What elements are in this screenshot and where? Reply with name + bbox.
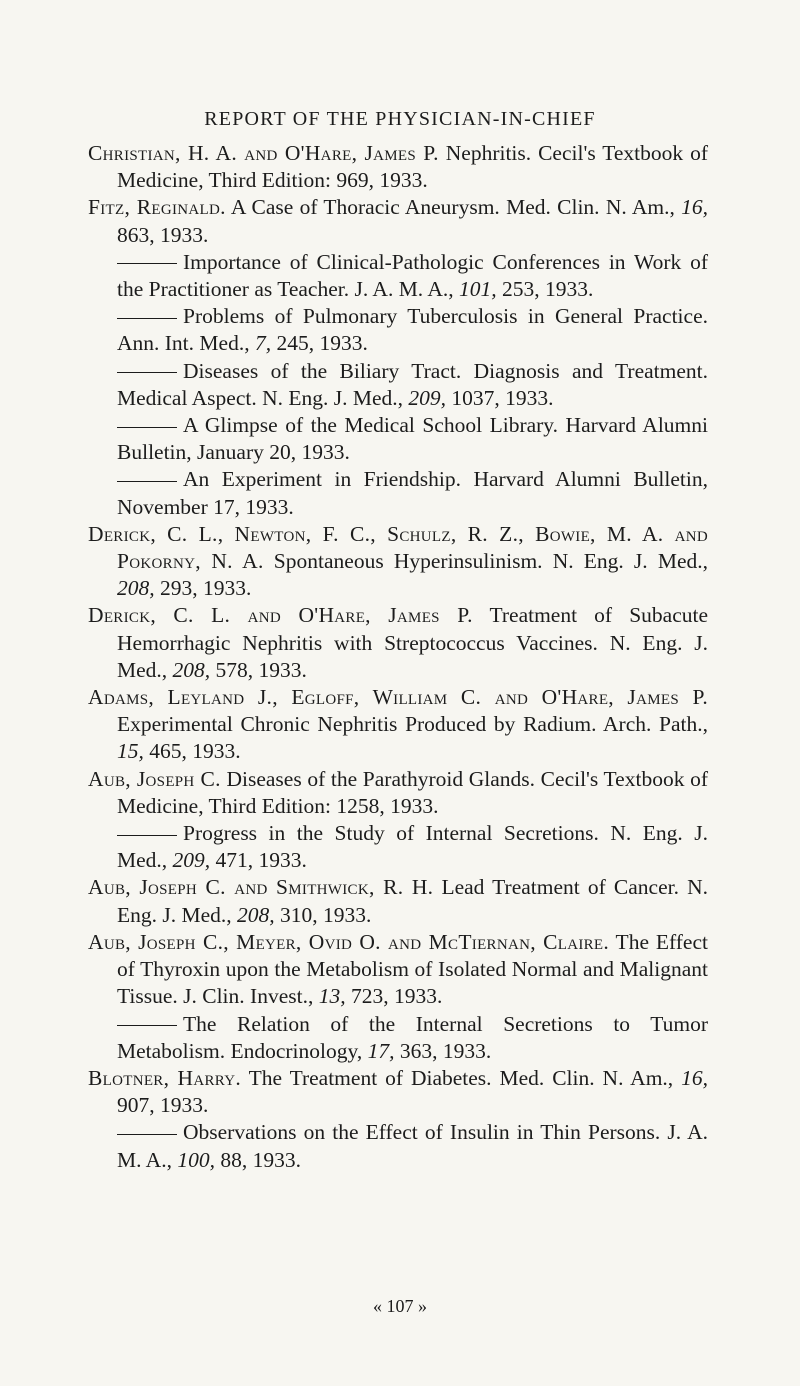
citation-entry [88,929,708,1011]
citation-author: Christian, H. A. and O'Hare, James P. [88,141,439,165]
citation-pages: 907, 1933. [117,1093,209,1118]
citation-pages: 578, 1933. [210,657,307,682]
citation-volume: 101, [459,277,497,302]
citation-volume: 208, [237,902,275,927]
citation-text: Observations on the Effect of Insulin in Thin Persons. J. A. M. A., [117,1120,708,1172]
citation-text: Lead Treatment of Cancer. N. Eng. J. Med., [117,875,708,927]
citation-entry [88,466,708,520]
citation-entry [88,1065,708,1119]
citation-author: Derick, C. L., Newton, F. C., Schulz, R. Z., Bowie, M. A. and Pokorny, N. A. [88,521,708,574]
citation-author: Adams, Leyland J., Egloff, William C. and O'Hare, James P. [88,685,708,710]
citation-entry [88,820,708,874]
citation-entry [88,521,708,603]
citation-text: An Experiment in Friendship. Harvard Alumni Bulletin, November 17, 1933. [117,467,708,519]
citation-entry [88,766,708,820]
citation-text: Treatment of Subacute Hemorrhagic Nephritis with Streptococcus Vaccines. N. Eng. J. Med., [117,603,708,682]
citation-volume: 209, [172,848,211,873]
citation-text: Problems of Pulmonary Tuberculosis in General Practice. Ann. Int. Med., [117,304,708,356]
ditto-dash [117,1134,177,1135]
ditto-dash [117,372,177,373]
citation-entry [88,1011,708,1065]
running-header: REPORT OF THE PHYSICIAN-IN-CHIEF [204,108,596,130]
citation-pages: 471, 1933. [210,848,307,873]
citation-text: Diseases of the Parathyroid Glands. Cecil's Textbook of Medicine, Third Edition: 1258, 1933. [117,766,708,818]
citation-pages: 245, 1933. [271,331,368,356]
citation-pages: 723, 1933. [345,984,443,1009]
citation-entry [88,602,708,684]
citation-pages: 253, 1933. [496,277,594,302]
citation-entry [88,1119,708,1173]
citation-volume: 100, [177,1147,215,1172]
ditto-dash [117,427,177,428]
ditto-dash [117,263,177,264]
citation-volume: 13, [318,984,346,1009]
citation-pages: 465, 1933. [143,739,241,764]
citation-text: Progress in the Study of Internal Secretions. N. Eng. J. Med., [117,821,708,873]
citation-author: Aub, Joseph C., Meyer, Ovid O. and McTiernan, Claire. [88,929,610,954]
citation-text: Spontaneous Hyperinsulinism. N. Eng. J. Med., [263,549,708,574]
citation-volume: 208, [117,576,155,601]
citation-volume: 15, [117,739,144,764]
citation-pages: 310, 1933. [274,902,372,927]
citation-entry [88,358,708,412]
citation-text: A Case of Thoracic Aneurysm. Med. Clin. N. Am., [225,195,682,220]
citation-entry [88,249,708,303]
citation-text: The Effect of Thyroxin upon the Metabolism of Isolated Normal and Malignant Tissue. J. Clin. Invest., [117,929,708,1009]
citation-pages: 88, 1933. [214,1147,301,1172]
page-number: « 107 » [373,1296,427,1316]
ditto-dash [117,1025,177,1026]
citation-pages: 1037, 1933. [446,385,554,410]
citation-author: Aub, Joseph C. and Smithwick, R. H. [88,875,434,900]
citation-volume: 16, [681,195,708,220]
citation-volume: 209, [408,385,447,410]
citation-pages: 293, 1933. [154,576,252,601]
citation-entry [88,684,708,766]
citation-author: Fitz, Reginald. [88,195,226,220]
citation-volume: 208, [172,657,211,682]
citation-text: Experimental Chronic Nephritis Produced by Radium. Arch. Path., [117,712,708,737]
citation-entry [88,140,708,194]
citation-text: The Relation of the Internal Secretions to Tumor Metabolism. Endocrinology, [117,1011,708,1063]
citation-entry [88,874,708,928]
citation-author: Blotner, Harry. [88,1065,242,1090]
citation-text: A Glimpse of the Medical School Library. Harvard Alumni Bulletin, January 20, 1933. [117,413,708,465]
citation-volume: 17, [367,1038,395,1063]
citation-pages: 863, 1933. [117,222,209,247]
citation-entry [88,412,708,466]
bibliography-list [88,140,708,1174]
citation-author: Aub, Joseph C. [88,766,221,791]
ditto-dash [117,318,177,319]
ditto-dash [117,481,177,482]
citation-entry [88,194,708,248]
citation-volume: 16, [681,1065,708,1090]
citation-pages: 363, 1933. [394,1038,492,1063]
citation-text: Importance of Clinical-Pathologic Conferences in Work of the Practitioner as Teacher. J. A. M. A., [117,249,708,302]
citation-author: Derick, C. L. and O'Hare, James P. [88,603,473,628]
citation-text: Diseases of the Biliary Tract. Diagnosis and Treatment. Medical Aspect. N. Eng. J. Med., [117,358,708,410]
ditto-dash [117,835,177,836]
citation-entry [88,303,708,357]
citation-volume: 7, [254,331,272,356]
citation-text: Nephritis. Cecil's Textbook of Medicine, Third Edition: 969, 1933. [117,141,708,193]
citation-text: The Treatment of Diabetes. Med. Clin. N. Am., [241,1065,682,1090]
